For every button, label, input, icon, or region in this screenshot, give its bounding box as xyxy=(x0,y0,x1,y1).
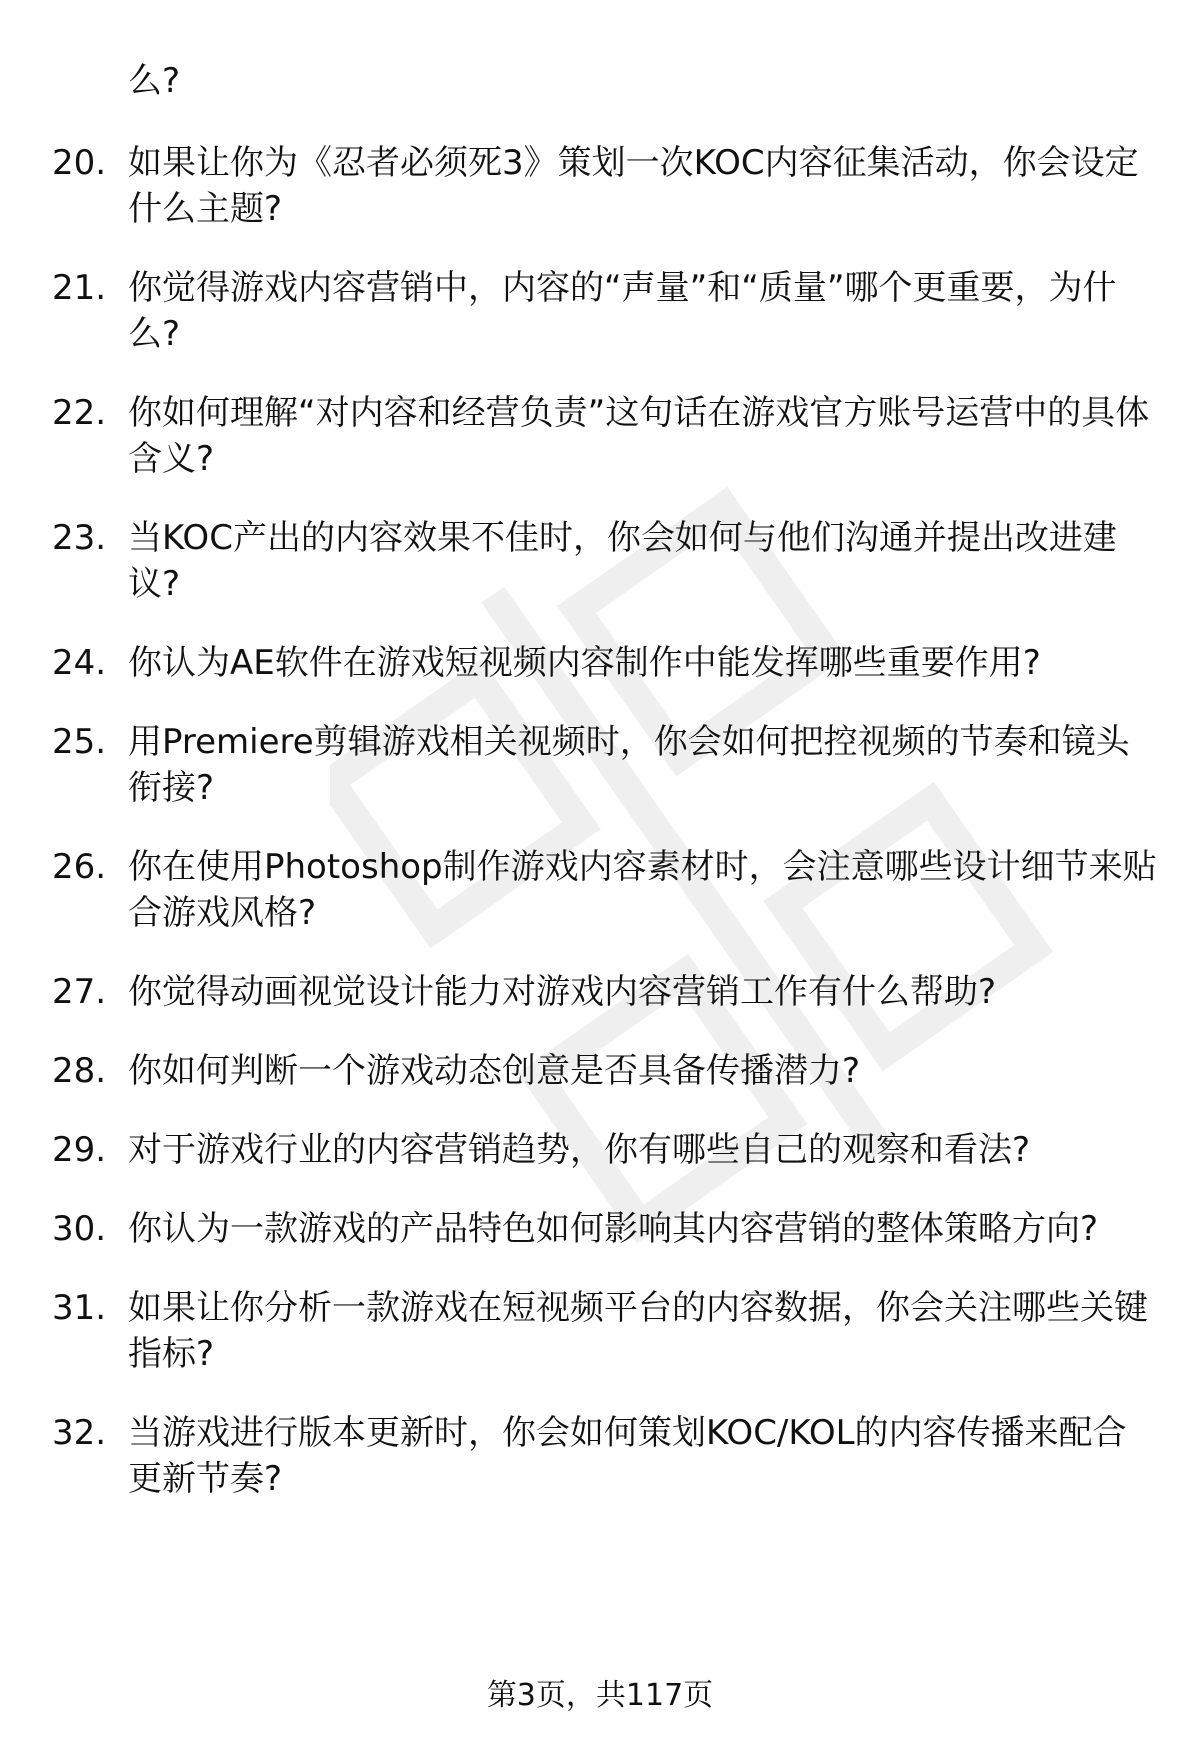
question-number: 30. xyxy=(52,1209,107,1249)
question-item xyxy=(0,140,1158,232)
question-number: 24. xyxy=(52,643,107,683)
question-text: 当游戏进行版本更新时，你会如何策划KOC/KOL的内容传播来配合更新节奏? xyxy=(128,1413,1127,1499)
question-number: 26. xyxy=(52,847,107,887)
question-number: 32. xyxy=(52,1413,107,1453)
question-item xyxy=(0,1285,1158,1377)
question-item xyxy=(0,265,1158,357)
question-text: 你觉得游戏内容营销中，内容的“声量”和“质量”哪个更重要，为什么? xyxy=(128,268,1117,354)
question-item xyxy=(0,515,1158,607)
question-item xyxy=(0,1127,1158,1173)
question-text: 你如何判断一个游戏动态创意是否具备传播潜力? xyxy=(128,1051,861,1091)
continuation-text: 么? xyxy=(128,61,181,101)
question-number: 25. xyxy=(52,722,107,762)
question-text: 你认为AE软件在游戏短视频内容制作中能发挥哪些重要作用? xyxy=(128,643,1041,683)
question-item xyxy=(0,1048,1158,1094)
question-number: 20. xyxy=(52,143,107,183)
question-number: 27. xyxy=(52,972,107,1012)
question-number: 28. xyxy=(52,1051,107,1091)
question-text: 你觉得动画视觉设计能力对游戏内容营销工作有什么帮助? xyxy=(128,972,997,1012)
question-text: 用Premiere剪辑游戏相关视频时，你会如何把控视频的节奏和镜头衔接? xyxy=(128,722,1130,808)
question-item xyxy=(0,719,1158,811)
question-item xyxy=(0,640,1158,686)
page-footer: 第3页，共117页 xyxy=(486,1678,714,1713)
question-item xyxy=(0,844,1158,936)
question-number: 31. xyxy=(52,1288,107,1328)
question-number: 21. xyxy=(52,268,107,308)
question-number: 23. xyxy=(52,518,107,558)
question-item xyxy=(0,969,1158,1015)
question-number: 22. xyxy=(52,393,107,433)
question-item xyxy=(0,390,1158,482)
question-number: 29. xyxy=(52,1130,107,1170)
question-text: 你认为一款游戏的产品特色如何影响其内容营销的整体策略方向? xyxy=(128,1209,1099,1249)
question-item xyxy=(0,1206,1158,1252)
question-text: 你在使用Photoshop制作游戏内容素材时，会注意哪些设计细节来贴合游戏风格? xyxy=(128,847,1157,933)
question-item xyxy=(0,1410,1158,1502)
question-text: 如果让你为《忍者必须死3》策划一次KOC内容征集活动，你会设定什么主题? xyxy=(128,143,1139,229)
question-text: 如果让你分析一款游戏在短视频平台的内容数据，你会关注哪些关键指标? xyxy=(128,1288,1148,1374)
question-text: 当KOC产出的内容效果不佳时，你会如何与他们沟通并提出改进建议? xyxy=(128,518,1117,604)
question-text: 你如何理解“对内容和经营负责”这句话在游戏官方账号运营中的具体含义? xyxy=(128,393,1150,479)
question-text: 对于游戏行业的内容营销趋势，你有哪些自己的观察和看法? xyxy=(128,1130,1031,1170)
question-list xyxy=(0,140,1200,1535)
